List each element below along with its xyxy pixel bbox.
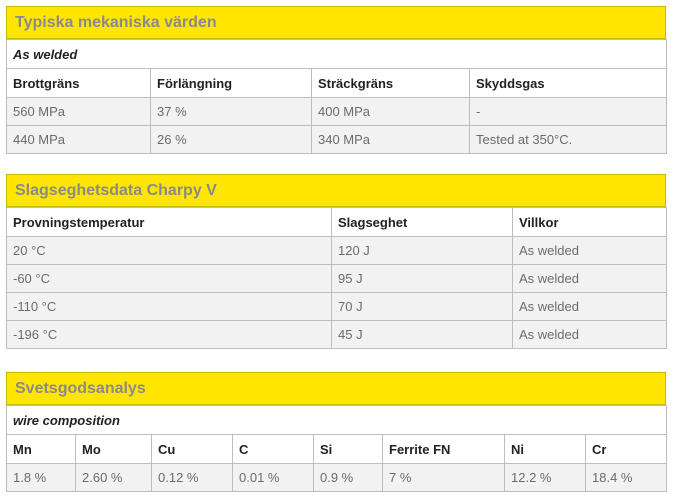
mechanical-section <box>6 6 666 154</box>
table-row <box>7 293 667 321</box>
mechanical-table <box>6 39 667 154</box>
analysis-title: Svetsgodsanalys <box>6 372 666 405</box>
header-cell: Brottgräns <box>7 69 151 98</box>
table-cell: 440 MPa <box>7 126 151 154</box>
table-cell: 400 MPa <box>312 98 470 126</box>
table-row <box>7 265 667 293</box>
header-cell: Cr <box>586 435 667 464</box>
header-cell: Villkor <box>513 208 667 237</box>
header-cell: Si <box>314 435 383 464</box>
header-cell: Mo <box>76 435 152 464</box>
table-row <box>7 464 667 492</box>
table-cell: 18.4 % <box>586 464 667 492</box>
table-row <box>7 98 667 126</box>
table-cell: 37 % <box>151 98 312 126</box>
header-cell: C <box>233 435 314 464</box>
table-cell: 7 % <box>383 464 505 492</box>
charpy-table <box>6 207 667 349</box>
header-cell: Mn <box>7 435 76 464</box>
table-cell: 0.9 % <box>314 464 383 492</box>
header-cell: Slagseghet <box>332 208 513 237</box>
charpy-title: Slagseghetsdata Charpy V <box>6 174 666 207</box>
charpy-header-row <box>7 208 667 237</box>
table-row <box>7 321 667 349</box>
table-cell: 20 °C <box>7 237 332 265</box>
table-cell: As welded <box>513 293 667 321</box>
table-cell: As welded <box>513 237 667 265</box>
table-row <box>7 126 667 154</box>
analysis-table <box>6 405 667 492</box>
table-cell: - <box>470 98 667 126</box>
table-cell: 0.01 % <box>233 464 314 492</box>
table-cell: -196 °C <box>7 321 332 349</box>
table-cell: 12.2 % <box>505 464 586 492</box>
table-cell: 45 J <box>332 321 513 349</box>
table-cell: 560 MPa <box>7 98 151 126</box>
table-cell: 340 MPa <box>312 126 470 154</box>
header-cell: Ferrite FN <box>383 435 505 464</box>
mechanical-header-row <box>7 69 667 98</box>
header-cell: Förlängning <box>151 69 312 98</box>
mechanical-subtitle-row <box>7 40 667 69</box>
table-cell: 95 J <box>332 265 513 293</box>
table-cell: 2.60 % <box>76 464 152 492</box>
table-cell: 120 J <box>332 237 513 265</box>
table-cell: 0.12 % <box>152 464 233 492</box>
header-cell: Skyddsgas <box>470 69 667 98</box>
mechanical-subtitle: As welded <box>7 40 667 69</box>
mechanical-title: Typiska mekaniska värden <box>6 6 666 39</box>
table-cell: -60 °C <box>7 265 332 293</box>
header-cell: Ni <box>505 435 586 464</box>
table-cell: Tested at 350°C. <box>470 126 667 154</box>
analysis-header-row <box>7 435 667 464</box>
table-cell: As welded <box>513 265 667 293</box>
table-cell: 70 J <box>332 293 513 321</box>
header-cell: Provningstemperatur <box>7 208 332 237</box>
analysis-section <box>6 372 666 492</box>
table-cell: As welded <box>513 321 667 349</box>
table-cell: 26 % <box>151 126 312 154</box>
header-cell: Cu <box>152 435 233 464</box>
table-cell: -110 °C <box>7 293 332 321</box>
header-cell: Sträckgräns <box>312 69 470 98</box>
analysis-subtitle: wire composition <box>7 406 667 435</box>
analysis-subtitle-row <box>7 406 667 435</box>
table-row <box>7 237 667 265</box>
charpy-section <box>6 174 666 349</box>
table-cell: 1.8 % <box>7 464 76 492</box>
